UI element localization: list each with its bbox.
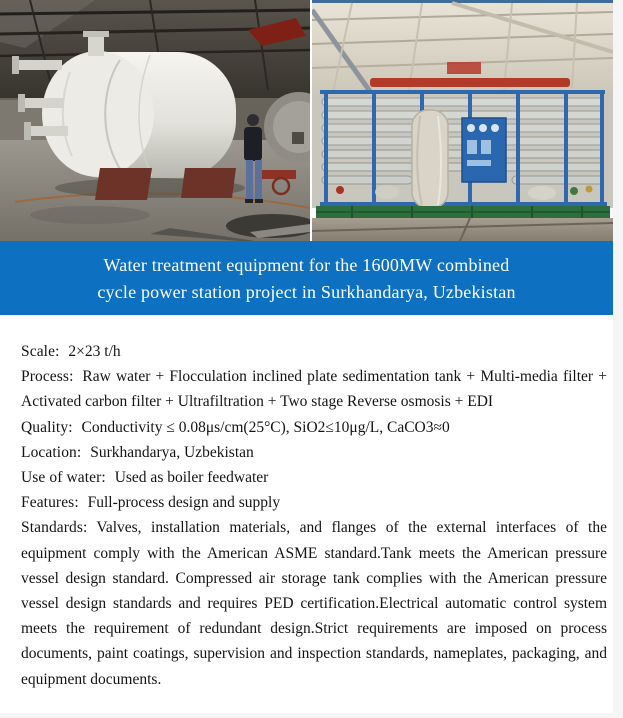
spec-value: Surkhandarya, Uzbekistan [90,443,254,461]
valve-red [336,186,344,194]
photo-ro-skid [312,0,613,241]
spec-value: Full-process design and supply [87,494,281,512]
spec-colon: : [101,469,106,487]
spec-features [21,490,607,515]
banner-title-line2: cycle power station project in Surkhandarya, Uzbekistan [97,282,516,302]
spec-value: Valves, installation materials, and flanges of the external interfaces of the equipment comply with the American ASME standard.Tank meets the American pressure vessel design standard. Compressed air storage tank complies with the American pressure vessel design standards and requires PED certification.Electrical automatic control system meets the requirement of redundant design.Strict requirements are imposed on process documents, paint coatings, supervision and inspection standards, nameplates, packaging, and equipment documents. [21,519,607,688]
spec-location [21,440,607,465]
pump [528,186,556,200]
spec-value: Used as boiler feedwater [114,469,269,487]
spec-colon: : [55,343,60,360]
spec-value: Raw water + Flocculation inclined plate sedimentation tank + Multi-media filter + Activated carbon filter + Ultrafiltration + Two stage Reverse osmosis + EDI [21,368,607,411]
saddle-support [181,168,236,198]
photo-pressure-vessel [0,0,310,241]
photo-strip [0,0,613,241]
spec-list [0,315,613,692]
spec-label: Process [21,368,70,386]
valve-green [570,187,578,195]
valve-yellow [586,186,593,193]
saddle-support [95,168,152,200]
spec-colon: : [69,368,74,386]
spec-use-of-water [21,465,607,490]
ro-plant-scene [312,0,613,241]
spec-colon: : [74,494,79,512]
banner-title-line1: Water treatment equipment for the 1600MW combined [103,255,510,275]
control-panel [462,118,506,182]
spec-colon: : [68,418,73,436]
spec-label: Quality [21,418,69,436]
sky-strip [312,0,613,3]
spec-label: Location [21,443,77,461]
spec-label: Scale [21,343,56,360]
spec-scale [21,339,607,364]
spec-standards [21,515,607,691]
spec-colon: : [83,519,88,537]
pump [375,185,399,199]
spec-label: Features [21,494,75,512]
spec-value: 2×23 t/h [68,343,121,360]
spec-colon: : [76,443,82,461]
spec-label: Use of water [21,469,102,487]
spec-quality [21,415,607,440]
spec-value: Conductivity ≤ 0.08μs/cm(25°C), SiO2≤10μg/L, CaCO3≈0 [81,418,450,436]
red-crane-beam [370,78,570,87]
workshop-scene [0,0,310,241]
spec-process [21,364,607,414]
wrapped-vessel [412,110,448,208]
title-banner [0,241,613,315]
spec-label: Standards [21,519,84,537]
